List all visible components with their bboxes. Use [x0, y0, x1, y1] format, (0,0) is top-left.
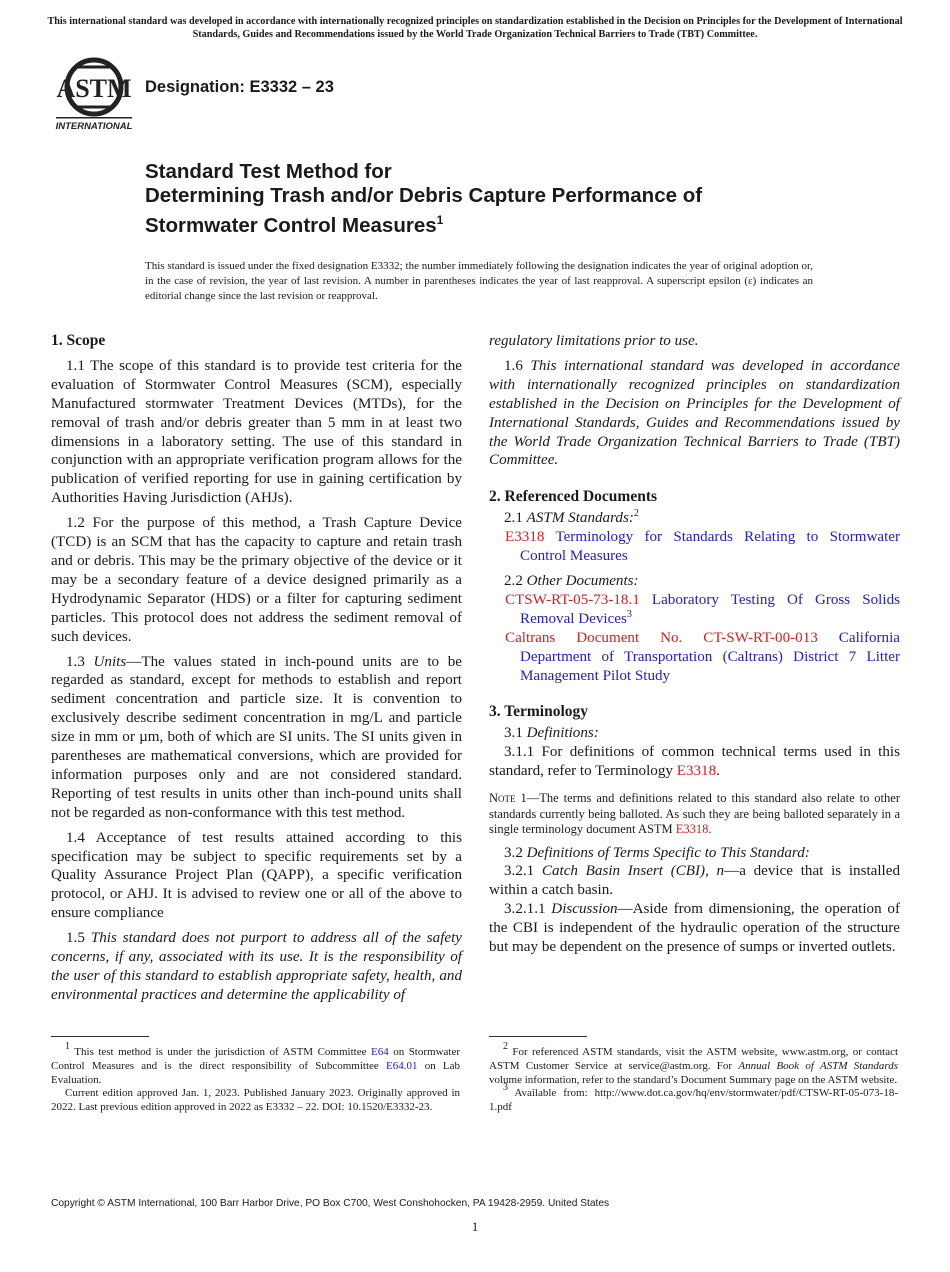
footnotes-right [489, 1041, 899, 1115]
para-3-1: 3.1 Definitions: [504, 725, 599, 742]
para-1-6: 1.6 This international standard was developed in accordance with internationally recognized principles on standardization established in the Decision on Principles for the Development of International Standards, Guides and Recommendations issued by the World Trade Organization Technical Barriers to Trade (TBT) Committee. [489, 357, 900, 469]
page-number: 1 [471, 1219, 479, 1234]
scope-heading: 1. Scope [51, 332, 106, 349]
footnotes-left [51, 1041, 461, 1115]
ref-ctsw-code[interactable]: CTSW-RT-05-73-18.1 [505, 591, 640, 608]
references-heading: 2. Referenced Documents [489, 488, 658, 506]
footnote-2: $^2$ For referenced ASTM standards, visit the ASTM website, www.astm.org, or contact ASTM Customer Service at service@astm.org. For Annual Book of ASTM Standards volume information, refer to the standard’s Document Summary page on the ASTM website. [489, 1041, 899, 1086]
para-3-2-1: 3.2.1 Catch Basin Insert (CBI), n—a device that is installed within a catch basin. [489, 863, 900, 899]
wto-notice: This international standard was developed in accordance with internationally recognized principles on standardization established in the Decision on Principles for the Development of International Standards, Guides and Recommendations issued by the World Trade Organization Technical Barriers to Trade (TBT) Committee. [47, 16, 903, 40]
document-title [145, 160, 845, 238]
para-1-2: 1.2 For the purpose of this method, a Trash Capture Device (TCD) is an SCM that has the capacity to capture and retain trash and or debris. This may be the primary objective of the device or it may be a secondary feature of a device designed primarily as a Hydrodynamic Separator (HDS) or a filter for capturing sediment particles. This protocol does not address the sediment removal of such devices. [51, 515, 462, 645]
logo-text: ASTM [56, 74, 132, 103]
para-2-2: 2.2 Other Documents: [504, 572, 639, 589]
para-1-4: 1.4 Acceptance of test results attained according to this specification may be subject to specific requirements set by a Quality Assurance Project Plan (QAPP), a specific verification protocol, or AHJ. It is advised to review one or all of the above to ensure compliance [51, 829, 462, 922]
para-1-5-continued: regulatory limitations prior to use. [489, 333, 699, 349]
logo-subtext: INTERNATIONAL [55, 121, 133, 132]
e6401-link[interactable]: E64.01 [385, 1059, 418, 1072]
footnote-1: $^1$ This test method is under the jurisdiction of ASTM Committee E64 on Stormwater Control Measures and is the direct responsibility of Subcommittee E64.01 on Lab Evaluation. [51, 1041, 461, 1086]
para-1-1: 1.1 The scope of this standard is to provide test criteria for the evaluation of Stormwater Control Measures (SCM), especially Manufactured stormwater Treatment Devices (MTDs), for the removal of trash and/or debris greater than 5 mm in at least two dimensions in a laboratory setting. The use of this standard in conjunction with an appropriate verification program allows for the publication of verified reporting for use in gaining certification by Authorities Having Jurisdiction (AHJs). [51, 357, 462, 507]
ref-ctsw[interactable]: CTSW-RT-05-73-18.1 Laboratory Testing Of Gross Solids Removal Devices$^3$ [505, 591, 900, 627]
designation: Designation: E3332 – 23 [145, 78, 334, 96]
ref-caltrans-title[interactable]: California Department of Transportation (Caltrans) District 7 Litter Management Pilot Study [520, 629, 900, 684]
para-3-1-1: 3.1.1 For definitions of common technical terms used in this standard, refer to Terminology E3318. [489, 744, 900, 780]
issued-notice: This standard is issued under the fixed designation E3332; the number immediately following the designation indicates the year of original adoption or, in the case of revision, the year of last revision. A number in parentheses indicates the year of last reapproval. A superscript epsilon (ε) indicates an editorial change since the last revision or reapproval. [145, 260, 813, 302]
astm-logo-icon [54, 55, 134, 133]
footnote-rule-left [51, 1036, 149, 1037]
right-column [489, 332, 900, 957]
terminology-e3318-link[interactable]: E3318 [676, 763, 717, 780]
ref-e3318-title[interactable]: Terminology for Standards Relating to Stormwater Control Measures [520, 529, 900, 565]
ref-ctsw-title[interactable]: Laboratory Testing Of Gross Solids Removal Devices [520, 591, 900, 627]
copyright: Copyright © ASTM International, 100 Barr Harbor Drive, PO Box C700, West Conshohocken, PA 19428-2959. United States [51, 1198, 610, 1209]
para-3-2-1-1: 3.2.1.1 Discussion—Aside from dimensioning, the operation of the CBI is independent of the hydraulic operation of the structure but may be dependent on the presence of sumps or inverted outlets. [489, 901, 900, 956]
title-line-1: Standard Test Method for [145, 160, 392, 183]
para-1-5: 1.5 This standard does not purport to address all of the safety concerns, if any, associated with its use. It is the responsibility of the user of this standard to establish appropriate safety, health, and environmental practices and determine the applicability of [51, 930, 462, 1003]
footnote-rule-right [489, 1036, 587, 1037]
footnote-3: $^3$ Available from: http://www.dot.ca.gov/hq/env/stormwater/pdf/CTSW-RT-05-073-18-1.pdf [489, 1082, 898, 1114]
ref-caltrans[interactable] [489, 629, 900, 686]
left-column [51, 332, 462, 1005]
e64-link[interactable]: E64 [370, 1046, 389, 1058]
ref-e3318[interactable] [489, 528, 900, 566]
title-footnote-mark: 1 [436, 213, 444, 227]
ref-e3318-code[interactable]: E3318 [505, 529, 545, 546]
terminology-heading: 3. Terminology [489, 703, 589, 721]
title-line-3: Stormwater Control Measures$^1$ [145, 213, 444, 237]
note-1: Note 1—The terms and definitions related to this standard also relate to other standards currently being balloted. As such they are being balloted separately in a single terminology document ASTM E3318. [489, 791, 900, 837]
para-1-3: 1.3 Units—The values stated in inch-pound units are to be regarded as standard, except for methods to establish and report sediment concentration and particle size. It is convention to exclusively describe sediment concentration in mg/L and particle size in mm or µm, both of which are SI units. The SI units given in parentheses are mathematical conversions, which are provided for information purposes only and are not considered standard. Reporting of test results in units other than inch-pound units shall not be regarded as non-conformance with this test method. [51, 653, 462, 821]
para-2-1: 2.1 ASTM Standards:$^2$ [504, 508, 639, 527]
para-3-2: 3.2 Definitions of Terms Specific to This Standard: [504, 844, 810, 861]
ref-caltrans-code[interactable]: Caltrans Document No. CT-SW-RT-00-013 [505, 629, 818, 646]
note-e3318-link[interactable]: E3318 [675, 822, 709, 837]
title-line-2: Determining Trash and/or Debris Capture Performance of [145, 184, 703, 207]
edition-note: Current edition approved Jan. 1, 2023. Published January 2023. Originally approved in 2022. Last previous edition approved in 2022 as E3332 – 22. DOI: 10.1520/E3332-23. [51, 1087, 460, 1114]
